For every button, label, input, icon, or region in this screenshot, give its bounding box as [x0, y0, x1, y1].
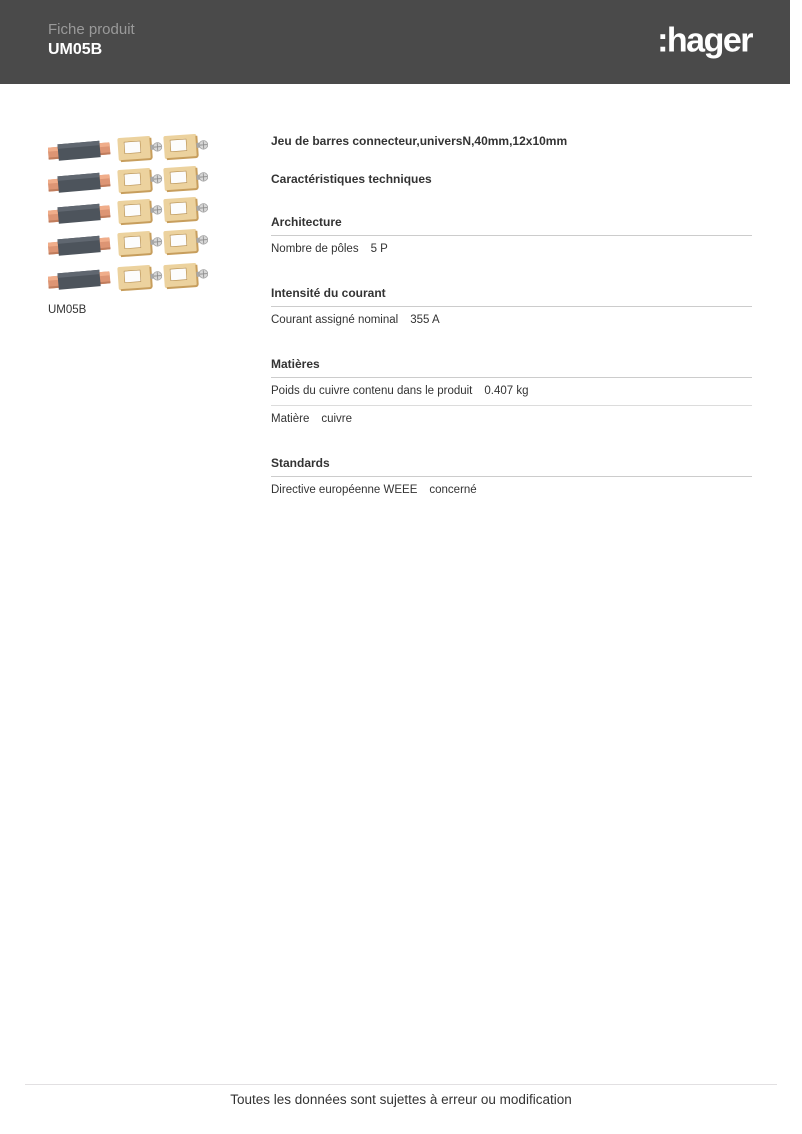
spec-section-title: Standards — [271, 456, 752, 477]
specs-column — [271, 132, 752, 527]
spec-value: 0.407 kg — [484, 385, 529, 397]
spec-section — [271, 215, 752, 263]
spec-row — [271, 236, 752, 263]
spec-value: 5 P — [370, 243, 388, 255]
doc-type-label: Fiche produit — [48, 21, 135, 38]
spec-section — [271, 357, 752, 433]
spec-value: cuivre — [321, 413, 353, 425]
footer — [0, 1084, 802, 1107]
spec-sections — [271, 215, 752, 504]
product-title: Jeu de barres connecteur,universN,40mm,12x10mm — [271, 134, 568, 148]
hager-logo: :hager — [657, 21, 752, 60]
footer-disclaimer: Toutes les données sont sujettes à erreur ou modification — [230, 1092, 572, 1107]
spec-row — [271, 477, 752, 504]
spec-section-title: Matières — [271, 357, 752, 378]
spec-section — [271, 456, 752, 504]
spec-row — [271, 378, 752, 405]
product-photo — [48, 132, 208, 295]
spec-row — [271, 405, 752, 433]
spec-label: Courant assigné nominal — [271, 314, 399, 326]
footer-divider — [25, 1084, 777, 1085]
main-content — [0, 84, 802, 527]
product-reference: UM05B — [48, 40, 103, 58]
spec-label: Matière — [271, 413, 310, 425]
spec-label: Poids du cuivre contenu dans le produit — [271, 385, 473, 397]
product-visual-column — [48, 132, 211, 527]
spec-section-title: Intensité du courant — [271, 286, 752, 307]
spec-section-title: Architecture — [271, 215, 752, 236]
product-image-caption: UM05B — [48, 304, 87, 316]
spec-value: 355 A — [410, 314, 440, 326]
spec-label: Directive européenne WEEE — [271, 484, 418, 496]
characteristics-heading: Caractéristiques techniques — [271, 172, 432, 186]
spec-label: Nombre de pôles — [271, 243, 359, 255]
spec-row — [271, 307, 752, 334]
spec-value: concerné — [429, 484, 477, 496]
header-bar — [0, 0, 790, 84]
spec-section — [271, 286, 752, 334]
